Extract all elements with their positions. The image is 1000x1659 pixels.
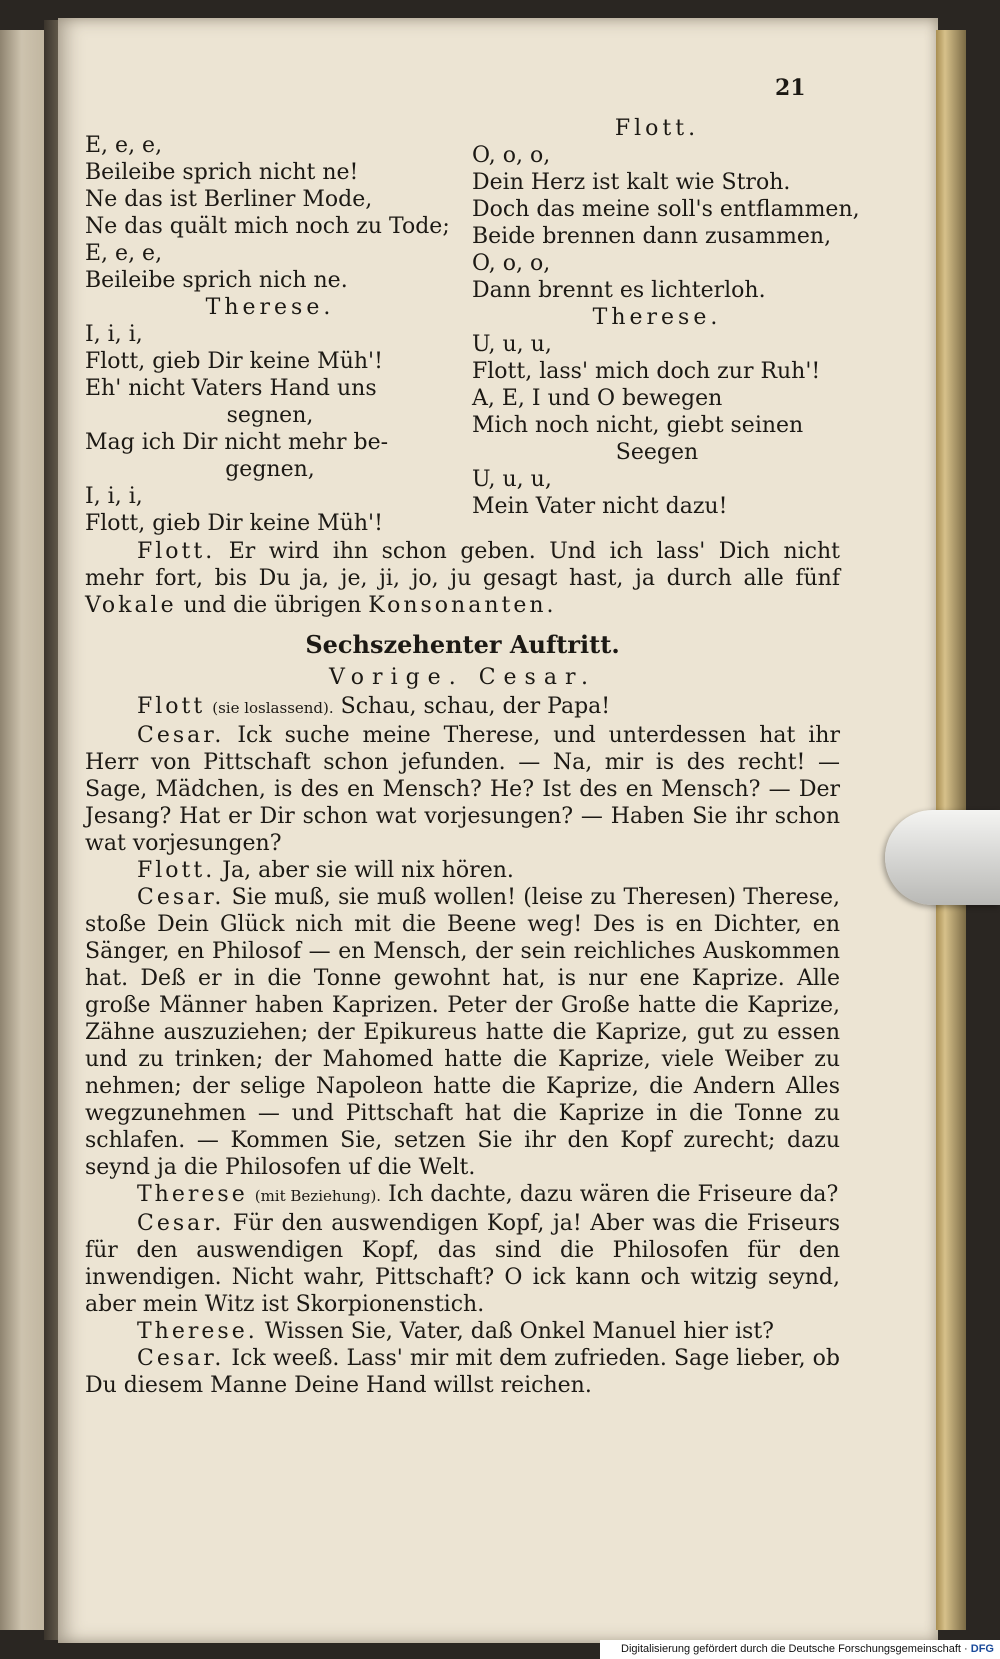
- verse-line: E, e, e,: [85, 133, 163, 158]
- speaker-name: Flott: [137, 694, 206, 719]
- speaker-name: Cesar.: [137, 1346, 225, 1371]
- verse-line: segnen,: [226, 403, 314, 428]
- footer-credit: Digitalisierung gefördert durch die Deutsche Forschungsgemeinschaft ·: [621, 1643, 968, 1655]
- verse-line: Dein Herz ist kalt wie Stroh.: [472, 170, 791, 195]
- speaker-name: Flott.: [137, 858, 216, 883]
- dialogue-text: Für den auswendigen Kopf, ja! Aber was die Friseurs für den auswendigen Kopf, das sind die Philosofen für den inwendigen. Nicht wahr, Pittschaft? O ick kann och witzig seynd, aber mein Witz ist Skorpionenstich.: [85, 1211, 840, 1317]
- dialogue-text: Er wird ihn schon geben. Und ich lass' Dich nicht mehr fort, bis Du ja, je, ji, jo, ju gesagt hast, ja durch alle fünf: [85, 539, 840, 591]
- verse-line: Mag ich Dir nicht mehr be-: [85, 430, 389, 455]
- dialogue-text: Schau, schau, der Papa!: [340, 694, 611, 719]
- emphasis-text: Konsonanten.: [368, 593, 557, 618]
- dialogue-paragraph: [85, 693, 840, 722]
- scanner-clip-tab: [885, 810, 1000, 905]
- verse-line: Ne das quält mich noch zu Tode;: [85, 214, 450, 239]
- verse-column-left: [85, 132, 455, 537]
- verse-line: Mein Vater nicht dazu!: [472, 494, 728, 519]
- verse-line: I, i, i,: [85, 322, 143, 347]
- emphasis-text: Vokale: [85, 593, 177, 618]
- dialogue-paragraph: [85, 1210, 840, 1318]
- dialogue-text: Ick suche meine Therese, und unterdessen hat ihr Herr von Pittschaft schon jefunden. — Na, mir is des recht! — Sage, Mädchen, is des en Mensch? He? Ist des en Mensch? — Der Jesang? Hat er Dir schon wat vorjesungen? — Haben Sie ihr schon wat vorjesungen?: [85, 723, 840, 856]
- dialogue-paragraph: [85, 884, 840, 1181]
- dialogue-text: Wissen Sie, Vater, daß Onkel Manuel hier ist?: [264, 1319, 774, 1344]
- dialogue-text: Ja, aber sie will nix hören.: [222, 858, 514, 883]
- verse-line: O, o, o,: [472, 251, 551, 276]
- stage-direction: (mit Beziehung).: [254, 1187, 382, 1205]
- verse-line: Dann brennt es lichterloh.: [472, 278, 766, 303]
- dialogue-paragraph: [85, 538, 840, 619]
- verse-line: A, E, I und O bewegen: [472, 386, 723, 411]
- dialogue-text: Sie muß, sie muß wollen! (leise zu Theresen) Therese, stoße Dein Glück nich mit die Beene weg! Des is en Dichter, en Sänger, en Philosof — en Mensch, der sein reichliches Auskommen hat. Deß er in die Tonne gewohnt hat, is nur ene Kaprize. Alle große Männer haben Kaprizen. Peter der Große hatte die Kaprize, Zähne auszuziehen; der Epikureus hatte die Kaprize, gut zu essen und zu trinken; der Mahomed hatte die Kaprize, viele Weiber zu nehmen; der selige Napoleon hatte die Kaprize, die Andern Alles wegzunehmen — und Pittschaft hat die Kaprize in die Tonne zu schlafen. — Kommen Sie, setzen Sie ihr den Kopf zurecht; dazu seynd ja die Philosofen uf die Welt.: [85, 885, 840, 1180]
- page-number: 21: [775, 75, 806, 101]
- dialogue-paragraph: [85, 722, 840, 857]
- verse-column-right: [472, 115, 860, 520]
- verse-line: Seegen: [615, 440, 699, 465]
- speaker-name: Therese.: [592, 305, 722, 330]
- speaker-name: Therese.: [205, 295, 335, 320]
- speaker-name: Cesar.: [137, 1211, 225, 1236]
- verse-line: Ne das ist Berliner Mode,: [85, 187, 373, 212]
- verse-line: U, u, u,: [472, 332, 552, 357]
- digitization-footer: [600, 1640, 1000, 1659]
- dialogue-paragraph: [85, 857, 840, 884]
- verse-line: O, o, o,: [472, 143, 551, 168]
- dialogue-paragraph: [85, 1318, 840, 1345]
- dialogue-text: Ick weeß. Lass' mir mit dem zufrieden. Sage lieber, ob Du diesem Manne Deine Hand willst reichen.: [85, 1346, 840, 1398]
- dialogue-text: und die übrigen: [183, 593, 362, 618]
- verse-line: Mich noch nicht, giebt seinen: [472, 413, 804, 438]
- speaker-name: Therese: [137, 1182, 248, 1207]
- dialogue-paragraph: [85, 1181, 840, 1210]
- verse-line: Doch das meine soll's entflammen,: [472, 197, 860, 222]
- dfg-logo: DFG: [970, 1643, 994, 1655]
- speaker-name: Therese.: [137, 1319, 258, 1344]
- verse-line: gegnen,: [225, 457, 315, 482]
- verse-line: I, i, i,: [85, 484, 143, 509]
- scene-cast: Vorige. Cesar.: [328, 665, 597, 690]
- stage-direction: (sie loslassend).: [212, 699, 334, 717]
- dialogue-paragraph: [85, 1345, 840, 1399]
- speaker-name: Cesar.: [137, 885, 225, 910]
- speaker-name: Cesar.: [137, 723, 225, 748]
- verse-line: Eh' nicht Vaters Hand uns: [85, 376, 377, 401]
- dialogue-text: Ich dachte, dazu wären die Friseure da?: [388, 1182, 839, 1207]
- speaker-name: Flott.: [614, 116, 700, 141]
- verse-line: Flott, gieb Dir keine Müh'!: [85, 349, 383, 374]
- verse-line: Beide brennen dann zusammen,: [472, 224, 832, 249]
- left-page-edge: [0, 30, 48, 1630]
- prose-block: [85, 538, 840, 1399]
- speaker-name: Flott.: [137, 539, 216, 564]
- verse-line: Beileibe sprich nich ne.: [85, 268, 348, 293]
- verse-line: Flott, lass' mich doch zur Ruh'!: [472, 359, 821, 384]
- verse-line: U, u, u,: [472, 467, 552, 492]
- verse-line: Beileibe sprich nicht ne!: [85, 160, 359, 185]
- verse-line: E, e, e,: [85, 241, 163, 266]
- verse-line: Flott, gieb Dir keine Müh'!: [85, 511, 383, 536]
- scene-title: Sechszehenter Auftritt.: [305, 630, 620, 659]
